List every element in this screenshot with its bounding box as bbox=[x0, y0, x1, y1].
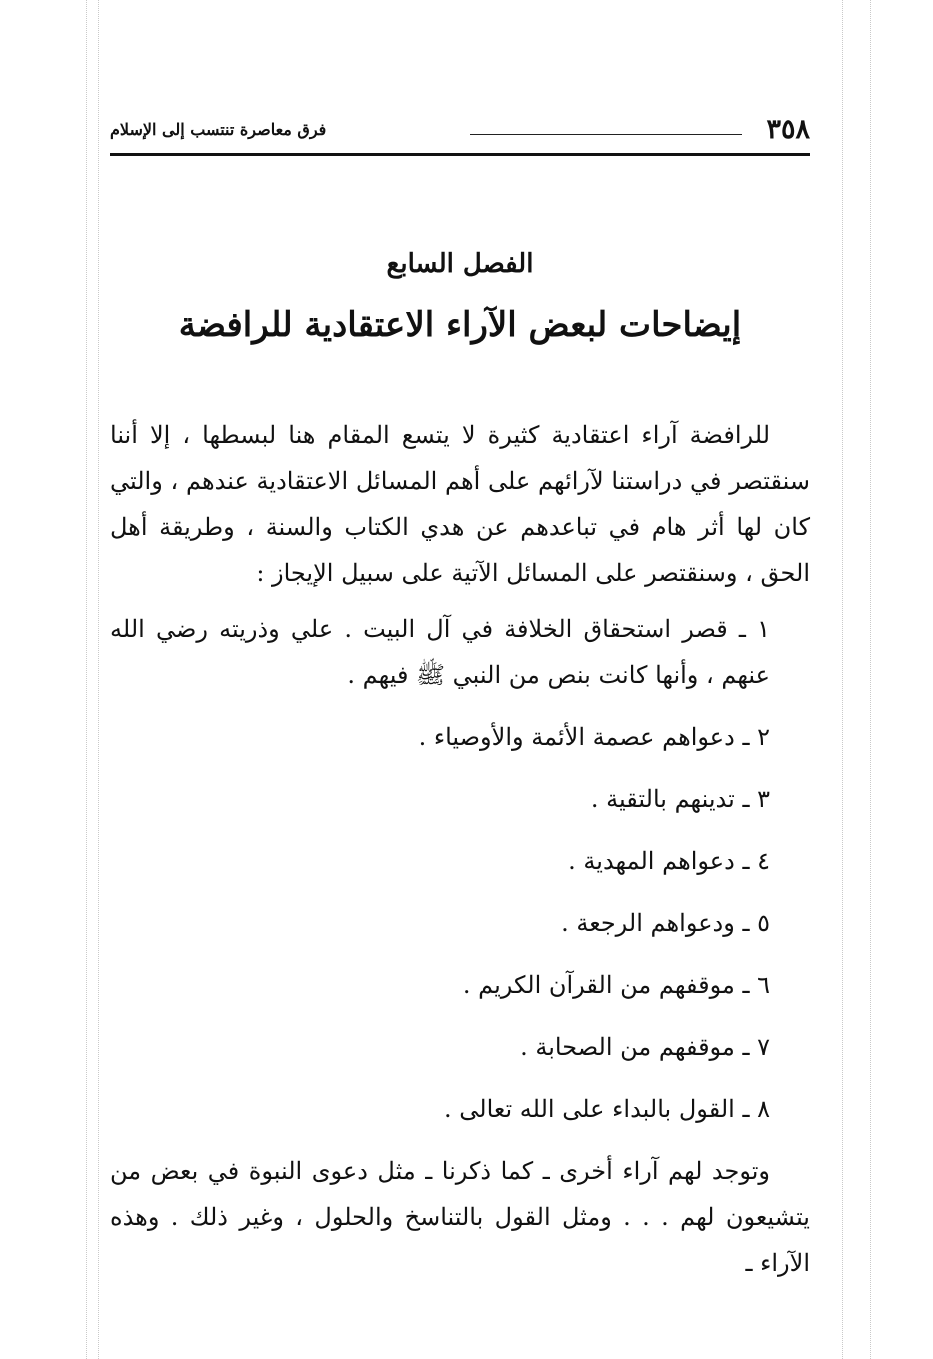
list-item: ٤ ـ دعواهم المهدية . bbox=[568, 847, 770, 875]
chapter-title: إيضاحات لبعض الآراء الاعتقادية للرافضة bbox=[178, 305, 742, 345]
book-page bbox=[110, 110, 810, 1277]
page-number: ٣٥٨ bbox=[766, 114, 810, 145]
running-title: فرق معاصرة تنتسب إلى الإسلام bbox=[110, 120, 327, 139]
list-item: ٢ ـ دعواهم عصمة الأئمة والأوصياء . bbox=[418, 723, 770, 751]
list-item: ٨ ـ القول بالبداء على الله تعالى . bbox=[444, 1095, 770, 1123]
list-item: ٥ ـ ودعواهم الرجعة . bbox=[561, 909, 770, 937]
scan-guide-line-right bbox=[842, 0, 843, 1359]
scan-guide-line-left bbox=[86, 0, 87, 1359]
list-item: ٦ ـ موقفهم من القرآن الكريم . bbox=[462, 971, 770, 999]
intro-paragraph: للرافضة آراء اعتقادية كثيرة لا يتسع المقام هنا لبسطها ، إلا أننا سنقتصر في دراستنا لآرائهم على أهم المسائل الاعتقادية عندهم ، والتي كان لها أثر هام في تباعدهم عن هدي الكتاب والسنة ، وطريقة أهل الحق ، وسنقتصر على المسائل الآتية على سبيل الإيجاز : bbox=[110, 421, 810, 587]
list-item: ٣ ـ تدينهم بالتقية . bbox=[590, 785, 770, 813]
list-item: ٧ ـ موقفهم من الصحابة . bbox=[520, 1033, 770, 1061]
chapter-label: الفصل السابع bbox=[386, 249, 534, 279]
body-text bbox=[110, 412, 810, 1286]
header-rule bbox=[110, 153, 810, 156]
outro-paragraph: وتوجد لهم آراء أخرى ـ كما ذكرنا ـ مثل دعوى النبوة في بعض من يتشيعون لهم . . . ومثل القول بالتناسخ والحلول ، وغير ذلك . وهذه الآراء ـ bbox=[110, 1157, 810, 1277]
list-item: ١ ـ قصر استحقاق الخلافة في آل البيت . علي وذريته رضي الله عنهم ، وأنها كانت بنص من النبي ﷺ فيهم . bbox=[110, 615, 770, 689]
page-header bbox=[110, 110, 810, 154]
scan-guide-line-right-inner bbox=[870, 0, 871, 1359]
header-dash-line bbox=[470, 134, 742, 135]
scan-guide-line-left-inner bbox=[98, 0, 99, 1359]
